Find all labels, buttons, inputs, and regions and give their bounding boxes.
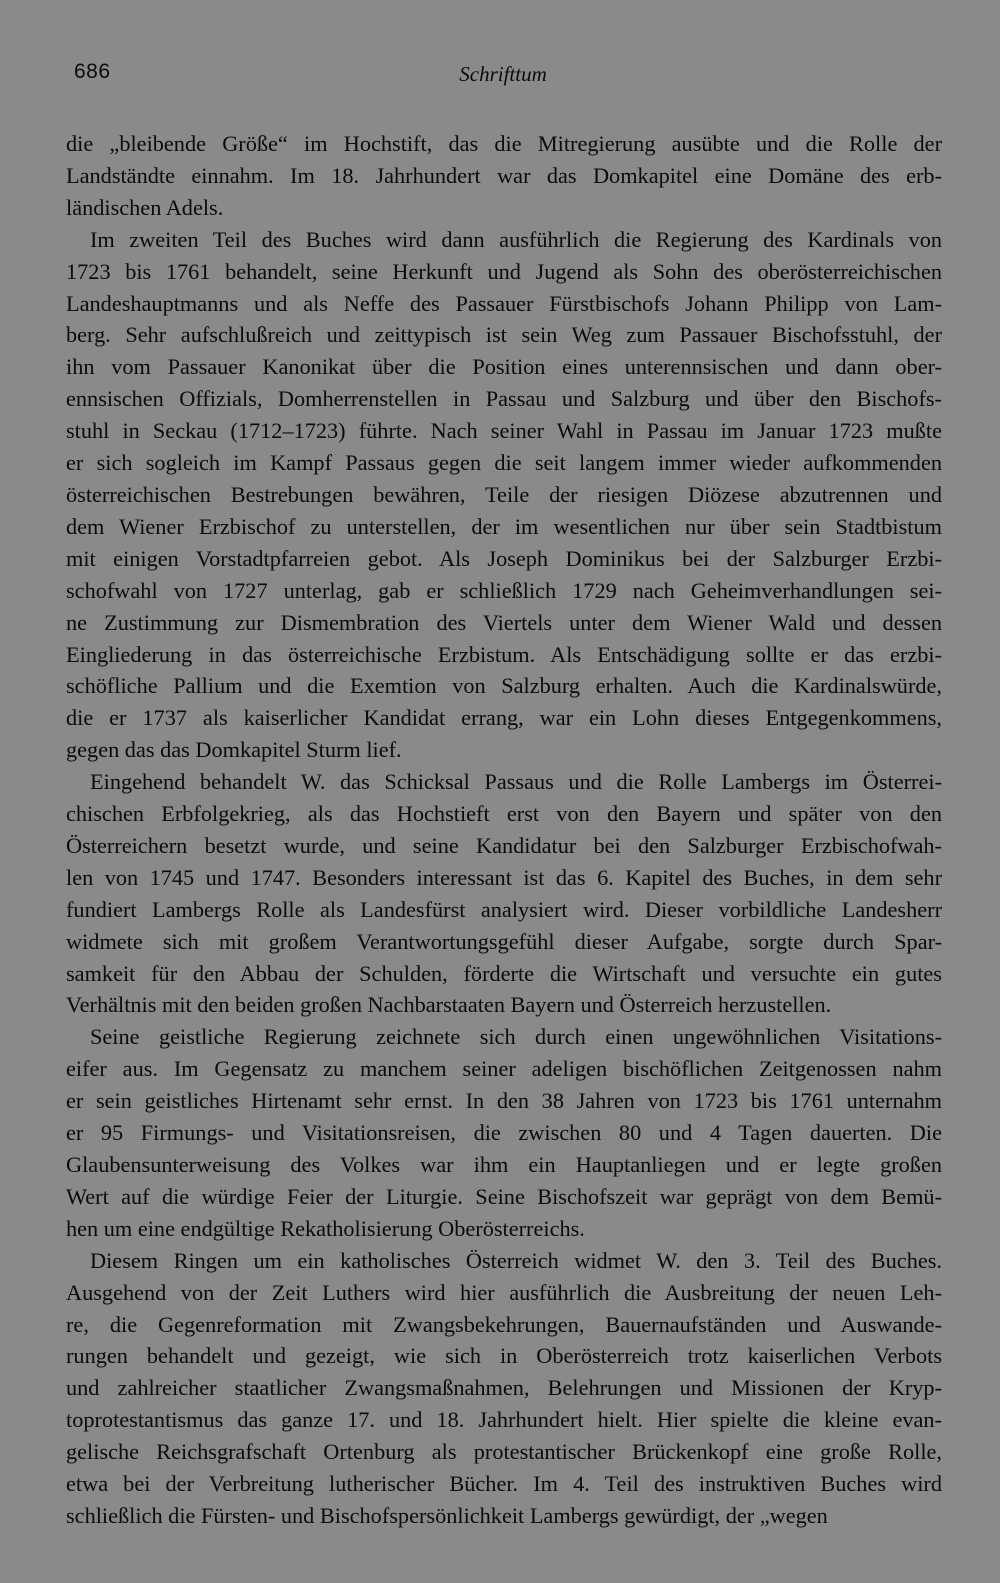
text-line: die „bleibende Größe“ im Hochstift, das die Mitregierung ausübte und die Rolle der — [66, 131, 942, 156]
text-line: toprotestantismus das ganze 17. und 18. Jahrhundert hielt. Hier spielte die kleine evan- — [66, 1407, 942, 1433]
text-line: Ausgehend von der Zeit Luthers wird hier ausführlich die Ausbreitung der neuen Leh- — [66, 1279, 942, 1305]
running-head-title: Schrifttum — [459, 62, 547, 86]
text-line: Landeshauptmanns und als Neffe des Passauer Fürstbischofs Johann Philipp von Lam- — [66, 290, 942, 316]
text-line: Landständte einnahm. Im 18. Jahrhundert war das Domkapitel eine Domäne des erb- — [66, 162, 942, 188]
text-line: re, die Gegenreformation mit Zwangsbekehrungen, Bauernaufständen und Auswande- — [66, 1311, 942, 1337]
text-line: er 95 Firmungs- und Visitationsreisen, die zwischen 80 und 4 Tagen dauerten. Die — [66, 1120, 942, 1146]
paragraph — [66, 1021, 942, 1244]
text-line: schließlich die Fürsten- und Bischofspersönlichkeit Lambergs gewürdigt, der „wegen — [66, 1502, 828, 1528]
text-line: etwa bei der Verbreitung lutherischer Bücher. Im 4. Teil des instruktiven Buches wird — [66, 1471, 942, 1497]
text-line: rungen behandelt und gezeigt, wie sich in Oberösterreich trotz kaiserlichen Verbots — [66, 1343, 942, 1369]
text-line: 1723 bis 1761 behandelt, seine Herkunft und Jugend als Sohn des oberösterreichischen — [66, 258, 942, 284]
text-line: die er 1737 als kaiserlicher Kandidat errang, war ein Lohn dieses Entgegenkommens, — [66, 705, 942, 731]
body-text — [66, 128, 942, 1532]
text-line: und zahlreicher staatlicher Zwangsmaßnahmen, Belehrungen und Missionen der Kryp- — [66, 1375, 942, 1401]
paragraph — [66, 766, 942, 1021]
text-line: Eingehend behandelt W. das Schicksal Passaus und die Rolle Lambergs im Österrei- — [90, 769, 942, 795]
text-line: Österreichern besetzt wurde, und seine Kandidatur bei den Salzburger Erzbischofwah- — [66, 832, 942, 858]
text-line: österreichischen Bestrebungen bewähren, Teile der riesigen Diözese abzutrennen und — [66, 481, 942, 507]
page-number: 686 — [74, 60, 111, 83]
paragraph — [66, 128, 942, 224]
text-line: berg. Sehr aufschlußreich und zeittypisch ist sein Weg zum Passauer Bischofsstuhl, der — [66, 322, 942, 348]
text-line: Im zweiten Teil des Buches wird dann ausführlich die Regierung des Kardinals von — [90, 226, 942, 252]
text-line: len von 1745 und 1747. Besonders interessant ist das 6. Kapitel des Buches, in dem sehr — [66, 864, 942, 890]
text-line: dem Wiener Erzbischof zu unterstellen, der im wesentlichen nur über sein Stadtbistum — [66, 513, 942, 539]
text-line: Eingliederung in das österreichische Erzbistum. Als Entschädigung sollte er das erzbi- — [66, 641, 942, 667]
text-line: mit einigen Vorstadtpfarreien gebot. Als Joseph Dominikus bei der Salzburger Erzbi- — [66, 545, 942, 571]
running-head — [68, 60, 938, 92]
text-line: gegen das das Domkapitel Sturm lief. — [66, 737, 402, 763]
text-line: schofwahl von 1727 unterlag, gab er schließlich 1729 nach Geheimverhandlungen sei- — [66, 577, 942, 603]
text-line: Verhältnis mit den beiden großen Nachbarstaaten Bayern und Österreich herzustellen. — [66, 992, 832, 1018]
text-line: er sein geistliches Hirtenamt sehr ernst. In den 38 Jahren von 1723 bis 1761 unternahm — [66, 1088, 942, 1114]
text-line: ennsischen Offizials, Domherrenstellen in Passau und Salzburg und über den Bischofs- — [66, 386, 942, 412]
text-line: widmete sich mit großem Verantwortungsgefühl dieser Aufgabe, sorgte durch Spar- — [66, 928, 942, 954]
text-line: gelische Reichsgrafschaft Ortenburg als protestantischer Brückenkopf eine große Rolle, — [66, 1439, 942, 1465]
text-line: hen um eine endgültige Rekatholisierung Oberösterreichs. — [66, 1215, 585, 1241]
text-line: samkeit für den Abbau der Schulden, förderte die Wirtschaft und versuchte ein gutes — [66, 960, 942, 986]
text-line: Diesem Ringen um ein katholisches Österreich widmet W. den 3. Teil des Buches. — [90, 1247, 942, 1273]
text-line: ländischen Adels. — [66, 194, 224, 220]
text-line: eifer aus. Im Gegensatz zu manchem seiner adeligen bischöflichen Zeitgenossen nahm — [66, 1056, 942, 1082]
text-line: stuhl in Seckau (1712–1723) führte. Nach seiner Wahl in Passau im Januar 1723 mußte — [66, 418, 942, 444]
text-line: ne Zustimmung zur Dismembration des Viertels unter dem Wiener Wald und dessen — [66, 609, 942, 635]
text-line: chischen Erbfolgekrieg, als das Hochstieft erst von den Bayern und später von den — [66, 801, 942, 827]
text-line: er sich sogleich im Kampf Passaus gegen die seit langem immer wieder aufkommenden — [66, 450, 942, 476]
text-line: Glaubensunterweisung des Volkes war ihm ein Hauptanliegen und er legte großen — [66, 1152, 942, 1177]
text-line: Wert auf die würdige Feier der Liturgie. Seine Bischofszeit war geprägt von dem Bemü- — [66, 1183, 942, 1209]
paragraph — [66, 1245, 942, 1532]
paragraph — [66, 224, 942, 766]
text-line: ihn vom Passauer Kanonikat über die Position eines unterennsischen und dann ober- — [66, 354, 942, 380]
text-line: Seine geistliche Regierung zeichnete sich durch einen ungewöhnlichen Visitations- — [90, 1024, 942, 1050]
text-line: fundiert Lambergs Rolle als Landesfürst analysiert wird. Dieser vorbildliche Landesherr — [66, 896, 942, 922]
text-line: schöfliche Pallium und die Exemtion von Salzburg erhalten. Auch die Kardinalswürde, — [66, 673, 942, 699]
